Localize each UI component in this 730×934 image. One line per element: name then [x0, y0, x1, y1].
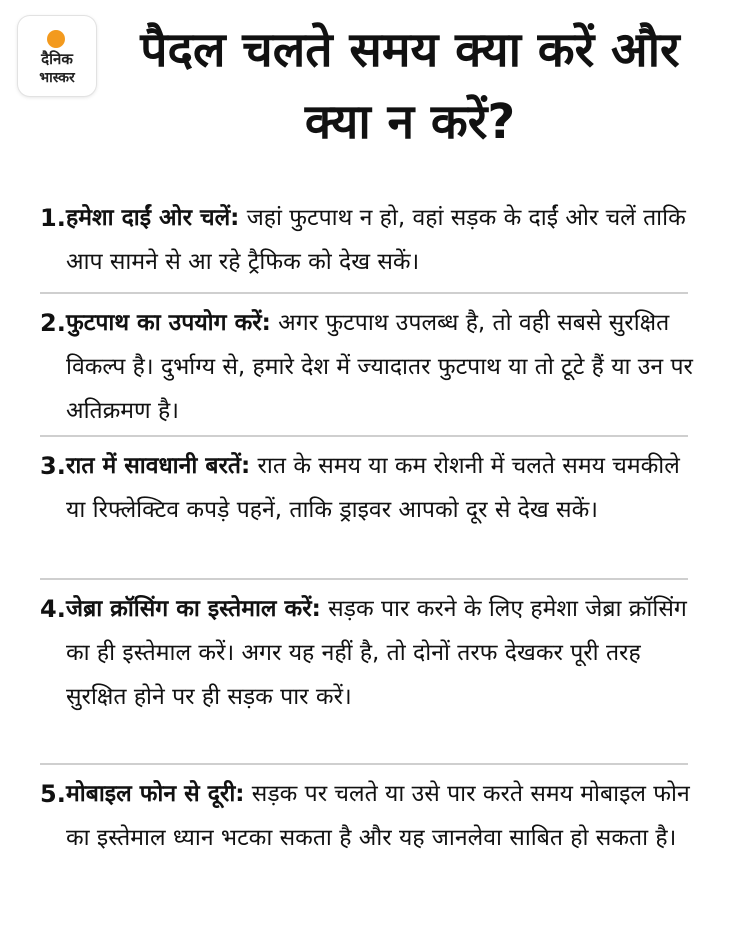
item-number: 2.: [40, 309, 66, 337]
item-heading: मोबाइल फोन से दूरी:: [66, 781, 245, 807]
logo-line-2: भास्कर: [39, 70, 75, 86]
page-title: पैदल चलते समय क्या करें और क्या न करें?: [140, 22, 680, 150]
item-number: 3.: [40, 452, 66, 480]
item-text: अगर फुटपाथ उपलब्ध है, तो वही सबसे सुरक्षित विकल्प है। दुर्भाग्य से, हमारे देश में ज्यादातर फुटपाथ या तो टूटे हैं या उन पर अतिक्रमण है।: [66, 310, 693, 424]
item-number: 1.: [40, 204, 66, 232]
sun-icon: [47, 30, 65, 48]
divider: [40, 292, 688, 294]
item-body: [66, 772, 698, 860]
item-heading: फुटपाथ का उपयोग करें:: [66, 310, 271, 336]
item-body: [66, 587, 698, 719]
dainik-bhaskar-logo: [18, 16, 96, 96]
divider: [40, 578, 688, 580]
divider: [40, 763, 688, 765]
item-heading: हमेशा दाईं ओर चलें:: [66, 205, 240, 231]
logo-line-1: दैनिक: [41, 50, 73, 68]
item-text: सड़क पर चलते या उसे पार करते समय मोबाइल फोन का इस्तेमाल ध्यान भटका सकता है और यह जानलेवा साबित हो सकता है।: [66, 781, 690, 851]
item-text: जहां फुटपाथ न हो, वहां सड़क के दाईं ओर चलें ताकि आप सामने से आ रहे ट्रैफिक को देख सकें।: [66, 205, 686, 275]
item-body: [66, 196, 698, 284]
item-body: [66, 301, 698, 433]
item-number: 5.: [40, 780, 66, 808]
divider: [40, 435, 688, 437]
item-text: सड़क पार करने के लिए हमेशा जेब्रा क्रॉसिंग का ही इस्तेमाल करें। अगर यह नहीं है, तो दोनों तरफ देखकर पूरी तरह सुरक्षित होने पर ही सड़क पार करें।: [66, 596, 687, 710]
item-heading: जेब्रा क्रॉसिंग का इस्तेमाल करें:: [66, 596, 321, 622]
item-text: रात के समय या कम रोशनी में चलते समय चमकीले या रिफ्लेक्टिव कपड़े पहनें, ताकि ड्राइवर आपको दूर से देख सकें।: [66, 453, 680, 523]
item-number: 4.: [40, 595, 66, 623]
item-body: [66, 444, 698, 532]
item-heading: रात में सावधानी बरतें:: [66, 453, 251, 479]
